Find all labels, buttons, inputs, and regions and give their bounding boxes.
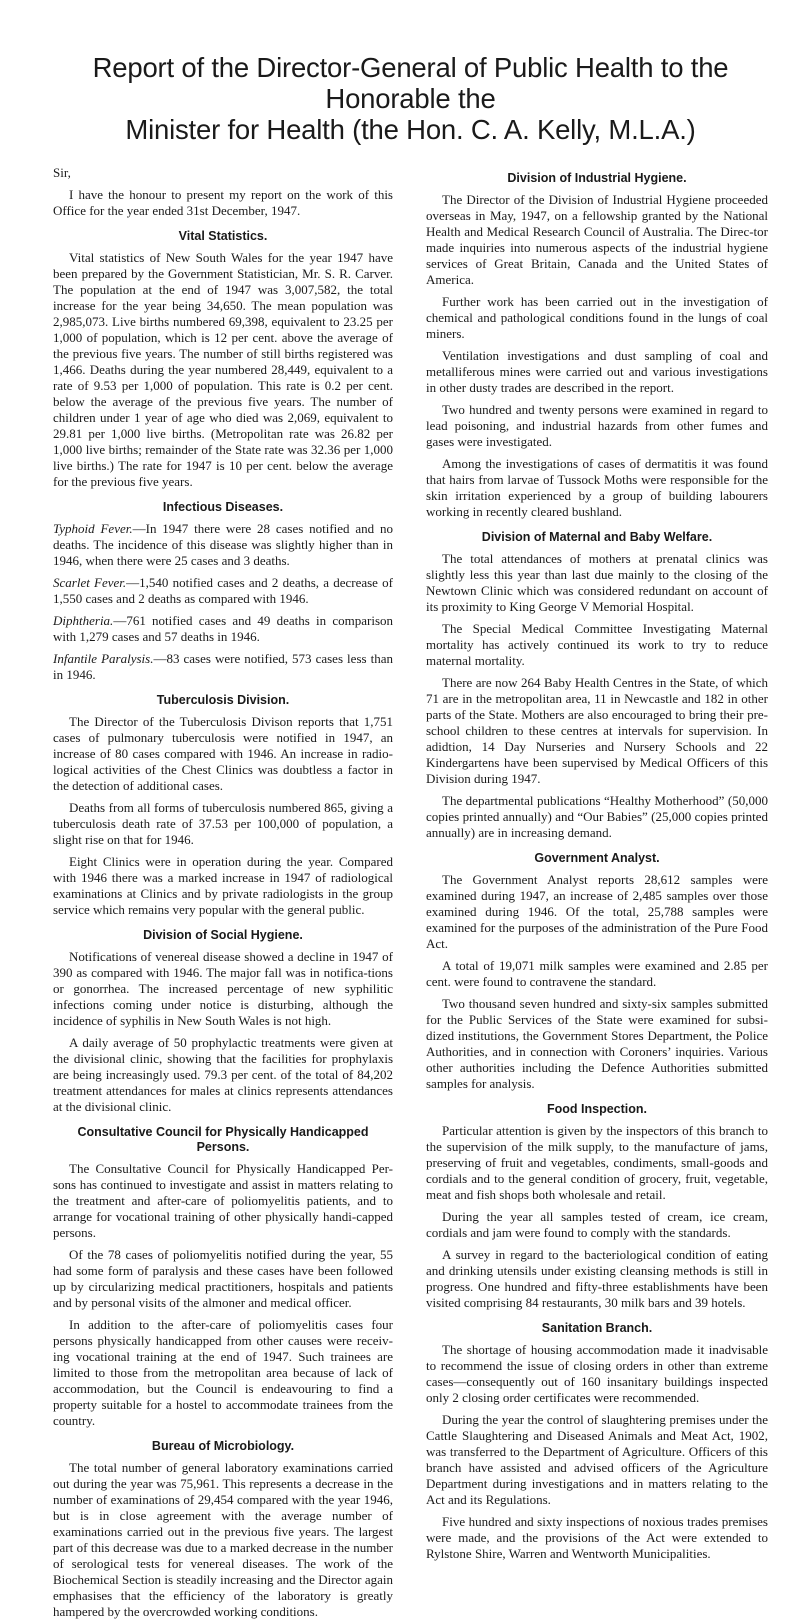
intro-paragraph: I have the honour to present my report on the work of this Office for the year ended 31st December, 1947.	[53, 187, 393, 218]
vital-statistics-paragraph: Vital statistics of New South Wales for the year 1947 have been prepared by the Government Statistician, Mr. S. R. Carver. The population at the end of 1947 was 3,007,582, the total increase for the year being 34,650. The mean population was 2,985,073. Live births numbered 69,398, equivalent to 23.25 per 1,000 of population, which is 12 per cent. above the average of the previous five years. The number of still births registered was 1,466. Deaths during the year numbered 28,449, equivalent to a rate of 9.53 per 1,000 of population. This rate is 0.2 per cent. below the average of the previous five years. The number of children under 1 year of age who died was 2,069, equivalent to 29.81 per 1,000 live births. (Metropolitan rate was 26.82 per 1,000 live births; remainder of the State rate was 32.36 per 1,000 live births.) The rate for 1947 is 10 per cent. below the average for the previous five years.	[53, 250, 393, 489]
scarlet-text: —1,540 notified cases and 2 deaths, a decrease of 1,550 cases and 2 deaths as compared with 1946.	[53, 575, 393, 606]
industrial-paragraph-2: Further work has been carried out in the investigation of chemical and pathological conditions found in the lungs of coal miners.	[426, 294, 768, 341]
paralysis-text: —83 cases were notified, 573 cases less than in 1946.	[53, 651, 393, 682]
food-paragraph-3: A survey in regard to the bacteriological condition of eating and drinking utensils under existing cleansing methods is still in progress. One hundred and fifty-three establishments have been visited comprising 84 restaurants, 30 milk bars and 39 hotels.	[426, 1247, 768, 1310]
sanitation-paragraph-3: Five hundred and sixty inspections of noxious trades premises were made, and the provisions of the Act were extended to Rylstone Shire, Warren and Wentworth Municipalities.	[426, 1514, 768, 1561]
microbiology-paragraph: The total number of general laboratory examinations carried out during the year was 75,961. This represents a decrease in the number of examinations of 29,454 compared with the year 1946, but is in close agreement with the average number of examinations carried out in the previous five years. The largest part of this decrease was due to a marked decrease in the number of serological tests for venereal diseases. The work of the Biochemical Section is steadily increasing and the Director again emphasises that the efficiency of the laboratory is greatly hampered by the overcrowded working conditions.	[53, 1460, 393, 1619]
vital-statistics-heading: Vital Statistics.	[178, 229, 268, 243]
industrial-paragraph-3: Ventilation investigations and dust sampling of coal and metalliferous mines were carried out and various investigations in other dusty trades are described in the report.	[426, 348, 768, 395]
page-title	[53, 52, 768, 145]
social-hygiene-heading: Division of Social Hygiene.	[143, 928, 303, 942]
diphtheria-text: —761 notified cases and 49 deaths in comparison with 1,279 cases and 57 deaths in 1946.	[53, 613, 393, 644]
social-hygiene-paragraph-2: A daily average of 50 prophylactic treatments were given at the divisional clinic, showing that the facilities for prophylaxis are being increasingly used. 79.3 per cent. of the total of 84,202 treatment attendances for males at clinics represents attendances at the divisional clinic.	[53, 1035, 393, 1114]
tuberculosis-paragraph-1: The Director of the Tuberculosis Divison reports that 1,751 cases of pulmonary tuberculosis were notified in 1947, an increase of 80 cases compared with 1946. An increase in radio-logical activities of the Chest Clinics was doubtless a factor in the detection of additional cases.	[53, 714, 393, 793]
tuberculosis-heading: Tuberculosis Division.	[156, 693, 290, 707]
council-paragraph-3: In addition to the after-care of poliomyelitis cases four persons physically handicapped from other causes were receiv-ing vocational training at the end of 1947. Such trainees are limited to those from the metropolitan area because of lack of accommodation, but the Council is endeavouring to find a property suitable for a hostel to accommodate trainees from the country.	[53, 1317, 393, 1428]
maternal-paragraph-4: The departmental publications “Healthy Motherhood” (50,000 copies printed annually) and “Our Babies” (25,000 copies printed annually) are in increasing demand.	[426, 793, 768, 840]
two-column-body	[53, 165, 768, 1620]
paralysis-label: Infantile Paralysis.	[53, 651, 154, 666]
maternal-paragraph-1: The total attendances of mothers at prenatal clinics was slightly less this year than last due mainly to the closing of the Newtown Clinic which was considered redundant on account of its proximity to King George V Memorial Hospital.	[426, 551, 768, 614]
sanitation-heading: Sanitation Branch.	[541, 1321, 653, 1335]
food-paragraph-1: Particular attention is given by the inspectors of this branch to the supervision of the milk supply, to the manufacture of jams, preserving of fruit and vegetables, condiments, small-goods and cordials and to the general condition of grocery, fruit, vegetable, meat and fish shops both wholesale and retail.	[426, 1123, 768, 1202]
industrial-paragraph-1: The Director of the Division of Industrial Hygiene proceeded overseas in May, 1947, on a fellowship granted by the National Health and Medical Research Council of Australia. The Direc-tor made inquiries into numerous aspects of the industrial hygiene services of Great Britain, Canada and the United States of America.	[426, 192, 768, 287]
council-heading: Consultative Council for Physically Handicapped Persons.	[77, 1125, 369, 1154]
salutation: Sir,	[53, 165, 71, 180]
scarlet-label: Scarlet Fever.	[53, 575, 127, 590]
diphtheria-label: Diphtheria.	[53, 613, 114, 628]
typhoid-label: Typhoid Fever.	[53, 521, 133, 536]
tuberculosis-paragraph-3: Eight Clinics were in operation during the year. Compared with 1946 there was a marked increase in 1947 of radiological examinations at Clinics and by private radiologists in the group service which remains very popular with the general public.	[53, 854, 393, 917]
analyst-paragraph-3: Two thousand seven hundred and sixty-six samples submitted for the Public Services of the State were examined for subsi-dized institutions, the Government Stores Department, the Police Authorities, and in connection with Coroners’ inquiries. Various other authorities including the Defence Authorities submitted samples for analysis.	[426, 996, 768, 1091]
council-paragraph-2: Of the 78 cases of poliomyelitis notified during the year, 55 had some form of paralysis and these cases have been followed up by circularizing medical practitioners, hospitals and patients and by personal visits of the almoner and medical officer.	[53, 1247, 393, 1310]
sanitation-paragraph-2: During the year the control of slaughtering premises under the Cattle Slaughtering and Diseased Animals and Meat Act, 1902, was transferred to the Department of Agriculture. Officers of this branch have assisted and advised officers of the Agriculture Department during investigations and in matters relating to the Act and its Regulations.	[426, 1412, 768, 1507]
right-column	[426, 165, 768, 1620]
sanitation-paragraph-1: The shortage of housing accommodation made it inadvisable to recommend the issue of closing orders in other than extreme cases—consequently out of 160 insanitary buildings inspected only 2 closing order certificates were recommended.	[426, 1342, 768, 1405]
food-paragraph-2: During the year all samples tested of cream, ice cream, cordials and jam were found to comply with the standards.	[426, 1209, 768, 1240]
maternal-welfare-heading: Division of Maternal and Baby Welfare.	[481, 530, 713, 544]
diphtheria-paragraph	[53, 613, 393, 645]
scarlet-paragraph	[53, 575, 393, 607]
left-column	[53, 165, 393, 1620]
paralysis-paragraph	[53, 651, 393, 683]
maternal-paragraph-2: The Special Medical Committee Investigating Maternal mortality has actively continued its work to try to reduce maternal mortality.	[426, 621, 768, 668]
industrial-hygiene-heading: Division of Industrial Hygiene.	[507, 171, 687, 185]
industrial-paragraph-4: Two hundred and twenty persons were examined in regard to lead poisoning, and industrial hazards from other fumes and gases were investigated.	[426, 402, 768, 449]
title-line-2: Minister for Health (the Hon. C. A. Kelly, M.L.A.)	[125, 114, 696, 145]
typhoid-paragraph	[53, 521, 393, 569]
food-inspection-heading: Food Inspection.	[547, 1102, 647, 1116]
maternal-paragraph-3: There are now 264 Baby Health Centres in the State, of which 71 are in the metropolitan area, 11 in Newcastle and 182 in other parts of the State. Mothers are also encouraged to bring their pre-school children to these centres at intervals for supervision. In adidtion, 14 Day Nurseries and Nursery Schools and 22 Kindergartens have been supervised by Medical Officers of this Division during 1947.	[426, 675, 768, 786]
tuberculosis-paragraph-2: Deaths from all forms of tuberculosis numbered 865, giving a tuberculosis death rate of 37.53 per 100,000 of population, a slight rise on that for 1946.	[53, 800, 393, 847]
council-paragraph-1: The Consultative Council for Physically Handicapped Per-sons has continued to investigate and assist in matters relating to the treatment and after-care of poliomyelitis patients, and to arrange for vocational training of other physically handi-capped persons.	[53, 1161, 393, 1240]
infectious-diseases-heading: Infectious Diseases.	[162, 500, 284, 514]
government-analyst-heading: Government Analyst.	[534, 851, 660, 865]
typhoid-text: —In 1947 there were 28 cases notified and no deaths. The incidence of this disease was slightly higher than in 1946, when there were 25 cases and 3 deaths.	[53, 521, 393, 568]
industrial-paragraph-5: Among the investigations of cases of dermatitis it was found that hairs from larvae of Tussock Moths were responsible for the skin irritation experienced by a group of building labourers working in recently cleared bushland.	[426, 456, 768, 519]
analyst-paragraph-1: The Government Analyst reports 28,612 samples were examined during 1947, an increase of 2,485 samples over those examined during 1946. Of the total, 25,788 samples were examined for the purposes of the administration of the Pure Food Act.	[426, 872, 768, 951]
title-line-1: Report of the Director-General of Public Health to the Honorable the	[92, 52, 729, 114]
social-hygiene-paragraph-1: Notifications of venereal disease showed a decline in 1947 of 390 as compared with 1946. The major fall was in notifica-tions or gonorrhea. The increased percentage of new syphilitic infections coming under notice is disturbing, although the incidence of syphilis in New South Wales is not high.	[53, 949, 393, 1028]
analyst-paragraph-2: A total of 19,071 milk samples were examined and 2.85 per cent. were found to contravene the standard.	[426, 958, 768, 989]
microbiology-heading: Bureau of Microbiology.	[151, 1439, 295, 1453]
